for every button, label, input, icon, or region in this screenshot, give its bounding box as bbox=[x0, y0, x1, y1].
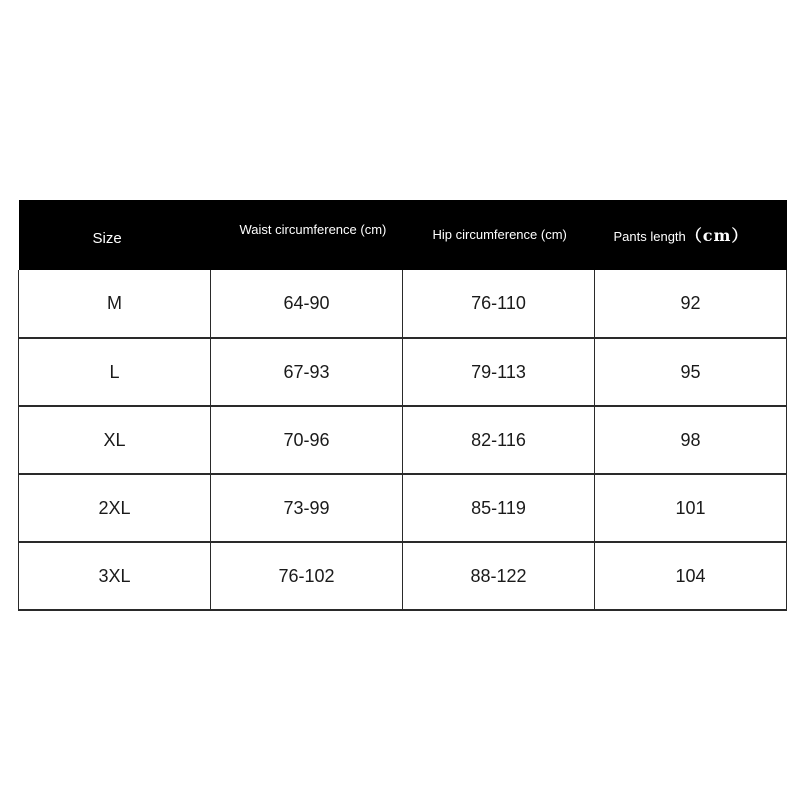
cell-hip: 85-119 bbox=[403, 474, 595, 542]
cell-length: 95 bbox=[595, 338, 787, 406]
table-body bbox=[19, 270, 787, 610]
cell-waist: 76-102 bbox=[211, 542, 403, 610]
table-row bbox=[19, 406, 787, 474]
header-length-unit: （cm） bbox=[685, 225, 749, 245]
cell-waist: 73-99 bbox=[211, 474, 403, 542]
header-waist bbox=[211, 200, 403, 270]
table-row bbox=[19, 542, 787, 610]
table-row bbox=[19, 270, 787, 338]
header-length-label: Pants length bbox=[613, 228, 686, 244]
cell-hip: 79-113 bbox=[403, 338, 595, 406]
cell-size: L bbox=[19, 338, 211, 406]
header-size bbox=[19, 200, 211, 270]
table-header bbox=[19, 200, 787, 270]
cell-waist: 64-90 bbox=[211, 270, 403, 338]
cell-size: XL bbox=[19, 406, 211, 474]
size-chart-table bbox=[18, 200, 787, 611]
header-waist-label: Waist circumference (cm) bbox=[239, 221, 387, 237]
cell-hip: 82-116 bbox=[403, 406, 595, 474]
cell-hip: 88-122 bbox=[403, 542, 595, 610]
cell-size: 2XL bbox=[19, 474, 211, 542]
header-size-label: Size bbox=[92, 229, 122, 247]
cell-hip: 76-110 bbox=[403, 270, 595, 338]
header-row bbox=[19, 200, 787, 270]
table-row bbox=[19, 338, 787, 406]
cell-waist: 70-96 bbox=[211, 406, 403, 474]
cell-size: 3XL bbox=[19, 542, 211, 610]
header-hip-label: Hip circumference (cm) bbox=[432, 226, 567, 242]
cell-size: M bbox=[19, 270, 211, 338]
header-hip bbox=[403, 200, 595, 270]
cell-length: 101 bbox=[595, 474, 787, 542]
header-length bbox=[595, 200, 787, 270]
cell-length: 104 bbox=[595, 542, 787, 610]
cell-waist: 67-93 bbox=[211, 338, 403, 406]
table-row bbox=[19, 474, 787, 542]
cell-length: 98 bbox=[595, 406, 787, 474]
cell-length: 92 bbox=[595, 270, 787, 338]
